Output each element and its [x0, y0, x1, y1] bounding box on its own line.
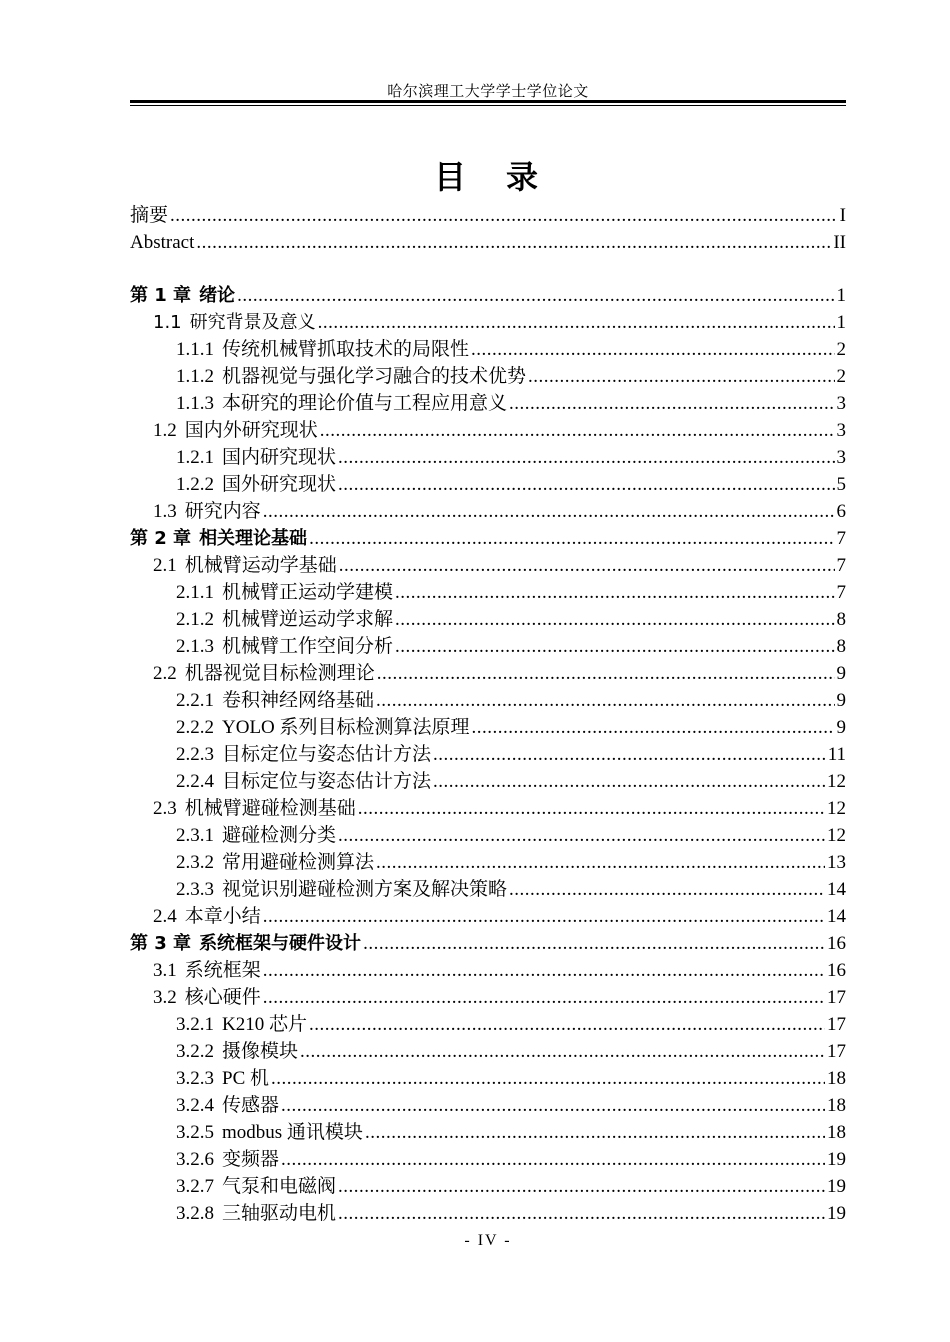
- toc-entry-label: [153, 660, 375, 687]
- toc-entry-page: 12: [827, 798, 846, 819]
- toc-entry-page: 6: [836, 501, 846, 522]
- toc-entry-title: Abstract: [130, 232, 195, 253]
- toc-entry-page: 3: [836, 393, 846, 414]
- toc-entry-label: [153, 903, 261, 930]
- toc-leader-dots: [263, 498, 835, 525]
- toc-leader-dots: [376, 849, 825, 876]
- toc-entry-title: modbus 通讯模块: [222, 1122, 363, 1143]
- toc-entry[interactable]: [130, 795, 846, 822]
- toc-entry-page: 13: [827, 852, 846, 873]
- toc-entry-number: 1.2.2: [176, 474, 214, 495]
- toc-entry-page: 19: [827, 1149, 846, 1170]
- toc-entry-number: 2.1.2: [176, 609, 214, 630]
- toc-leader-dots: [338, 822, 825, 849]
- header-rule-thin: [130, 105, 846, 106]
- toc-leader-dots: [338, 1200, 825, 1227]
- toc-entry-label: [176, 1119, 363, 1146]
- toc-entry-number: 1.1.2: [176, 366, 214, 387]
- toc-entry-page: 16: [827, 933, 846, 954]
- toc-entry[interactable]: [130, 1200, 846, 1227]
- toc-leader-dots: [309, 1011, 825, 1038]
- header-rule-thick: [130, 100, 846, 103]
- toc-entry-title: 机械臂工作空间分析: [222, 636, 394, 657]
- toc-entry[interactable]: [130, 1065, 846, 1092]
- toc-entry-title: PC 机: [222, 1068, 269, 1089]
- toc-leader-dots: [363, 930, 825, 957]
- toc-entry-number: 1.1: [153, 312, 182, 333]
- toc-leader-dots: [237, 282, 834, 309]
- toc-entry-number: 3.2.7: [176, 1176, 214, 1197]
- toc-entry-number: 2.1: [153, 555, 177, 576]
- toc-entry-title: 本章小结: [184, 906, 261, 927]
- toc-entry-page: 7: [836, 555, 846, 576]
- toc-leader-dots: [509, 390, 834, 417]
- toc-entry[interactable]: [130, 552, 846, 579]
- toc-leader-dots: [339, 552, 835, 579]
- toc-leader-dots: [281, 1092, 825, 1119]
- toc-entry-page: 9: [836, 663, 846, 684]
- toc-entry-page: 17: [827, 1014, 846, 1035]
- toc-entry-page: 14: [827, 906, 846, 927]
- toc-leader-dots: [433, 741, 826, 768]
- toc-entry-label: [176, 1200, 336, 1227]
- toc-leader-dots: [395, 606, 834, 633]
- toc-entry-title: 避碰检测分类: [222, 825, 337, 846]
- toc-entry-page: 18: [827, 1068, 846, 1089]
- toc-entry-title: 常用避碰检测算法: [222, 852, 375, 873]
- toc-leader-dots: [320, 417, 835, 444]
- toc-entry-number: 第 1 章: [130, 285, 192, 306]
- toc-leader-dots: [263, 903, 825, 930]
- toc-entry-title: YOLO 系列目标检测算法原理: [222, 717, 470, 738]
- toc-entry-title: 相关理论基础: [199, 528, 308, 549]
- toc-entry-number: 3.2.4: [176, 1095, 214, 1116]
- toc-entry-number: 2.3: [153, 798, 177, 819]
- toc-entry-number: 3.2.2: [176, 1041, 214, 1062]
- toc-entry-title: K210 芯片: [222, 1014, 307, 1035]
- toc-entry-page: 9: [836, 717, 846, 738]
- toc-entry[interactable]: [130, 471, 846, 498]
- toc-entry-page: 17: [827, 987, 846, 1008]
- toc-entry-title: 摘要: [130, 205, 169, 226]
- toc-entry[interactable]: [130, 309, 846, 336]
- toc-entry-label: [176, 1065, 269, 1092]
- toc-entry[interactable]: [130, 903, 846, 930]
- toc-entry-label: [176, 471, 336, 498]
- toc-leader-dots: [376, 687, 834, 714]
- toc-entry-number: 1.2: [153, 420, 177, 441]
- toc-entry-title: 系统框架: [184, 960, 261, 981]
- toc-leader-dots: [196, 229, 831, 256]
- toc-entry-number: 3.2.8: [176, 1203, 214, 1224]
- toc-entry[interactable]: [130, 498, 846, 525]
- toc-leader-dots: [318, 309, 835, 336]
- toc-entry[interactable]: [130, 930, 846, 957]
- toc-entry-page: 12: [827, 825, 846, 846]
- toc-leader-dots: [338, 444, 834, 471]
- toc-entry-page: 1: [836, 285, 846, 306]
- toc-entry-page: 14: [827, 879, 846, 900]
- toc-entry-label: [176, 687, 374, 714]
- toc-entry[interactable]: [130, 984, 846, 1011]
- toc-entry-label: [176, 1011, 307, 1038]
- toc-entry-page: 7: [836, 528, 846, 549]
- toc-entry[interactable]: [130, 1092, 846, 1119]
- toc-entry[interactable]: [130, 229, 846, 256]
- toc-entry-label: [153, 795, 356, 822]
- toc-entry-label: [153, 498, 261, 525]
- toc-entry-label: [130, 930, 361, 957]
- toc-entry-page: 3: [836, 447, 846, 468]
- toc-entry-number: 1.3: [153, 501, 177, 522]
- toc-entry[interactable]: [130, 363, 846, 390]
- toc-entry-title: 系统框架与硬件设计: [199, 933, 362, 954]
- toc-entry-title: 研究背景及意义: [189, 312, 316, 333]
- toc-leader-dots: [377, 660, 835, 687]
- toc-entry-page: 9: [836, 690, 846, 711]
- toc-entry-label: [176, 336, 469, 363]
- toc-entry-page: 2: [836, 366, 846, 387]
- page-number: - IV -: [464, 1232, 512, 1249]
- toc-entry-label: [153, 984, 261, 1011]
- toc-entry[interactable]: [130, 1038, 846, 1065]
- toc-entry-number: 2.4: [153, 906, 177, 927]
- toc-leader-dots: [509, 876, 825, 903]
- toc-entry-label: [176, 1146, 279, 1173]
- toc-entry[interactable]: [130, 1146, 846, 1173]
- toc-entry-title: 传感器: [222, 1095, 280, 1116]
- toc-entry-page: 3: [836, 420, 846, 441]
- toc-entry-title: 国外研究现状: [222, 474, 337, 495]
- toc-entry[interactable]: [130, 282, 846, 309]
- toc-leader-dots: [338, 471, 834, 498]
- toc-entry-page: 19: [827, 1203, 846, 1224]
- toc-entry-label: [176, 714, 470, 741]
- toc-entry-number: 3.1: [153, 960, 177, 981]
- toc-entry-number: 1.1.1: [176, 339, 214, 360]
- toc-entry-label: [153, 552, 337, 579]
- toc-entry-title: 视觉识别避碰检测方案及解决策略: [222, 879, 508, 900]
- toc-entry-number: 第 2 章: [130, 528, 192, 549]
- toc-entry-label: [176, 768, 431, 795]
- toc-entry-label: [176, 444, 336, 471]
- toc-entry-page: 1: [836, 312, 846, 333]
- toc-entry-page: 19: [827, 1176, 846, 1197]
- toc-entry-number: 3.2.3: [176, 1068, 214, 1089]
- toc-entry[interactable]: [130, 822, 846, 849]
- toc-entry-label: [176, 579, 393, 606]
- toc-entry-number: 2.2: [153, 663, 177, 684]
- toc-entry-title: 国内外研究现状: [184, 420, 318, 441]
- toc-leader-dots: [358, 795, 825, 822]
- toc-leader-dots: [170, 202, 838, 229]
- toc-leader-dots: [300, 1038, 825, 1065]
- toc-entry-title: 机器视觉目标检测理论: [184, 663, 375, 684]
- toc-entry-title: 传统机械臂抓取技术的局限性: [222, 339, 470, 360]
- toc-entry-title: 摄像模块: [222, 1041, 299, 1062]
- toc-entry-title: 国内研究现状: [222, 447, 337, 468]
- toc-entry-label: [153, 309, 316, 336]
- toc-entry-number: 3.2.1: [176, 1014, 214, 1035]
- toc-entry-label: [130, 229, 194, 256]
- toc-entry-number: 2.2.2: [176, 717, 214, 738]
- toc-entry-number: 2.2.3: [176, 744, 214, 765]
- toc-entry-number: 第 3 章: [130, 933, 192, 954]
- toc-entry-title: 目标定位与姿态估计方法: [222, 771, 432, 792]
- toc-entry[interactable]: [130, 606, 846, 633]
- toc-entry-label: [176, 849, 374, 876]
- toc-leader-dots: [281, 1146, 825, 1173]
- toc-leader-dots: [338, 1173, 825, 1200]
- toc-leader-dots: [472, 714, 835, 741]
- toc-entry[interactable]: [130, 336, 846, 363]
- toc-entry-title: 本研究的理论价值与工程应用意义: [222, 393, 508, 414]
- toc-entry[interactable]: [130, 714, 846, 741]
- toc-entry-number: 2.3.2: [176, 852, 214, 873]
- toc-entry-label: [176, 363, 526, 390]
- toc-entry-page: II: [833, 232, 846, 253]
- toc-entry-title: 机械臂运动学基础: [184, 555, 337, 576]
- toc-entry-label: [130, 202, 168, 229]
- toc-entry-label: [176, 633, 393, 660]
- toc-entry-page: 18: [827, 1122, 846, 1143]
- toc-entry-title: 核心硬件: [184, 987, 261, 1008]
- toc-entry-title: 气泵和电磁阀: [222, 1176, 337, 1197]
- toc-entry-page: 8: [836, 609, 846, 630]
- toc-entry[interactable]: [130, 390, 846, 417]
- toc-entry-title: 机械臂逆运动学求解: [222, 609, 394, 630]
- toc-entry[interactable]: [130, 525, 846, 552]
- toc-entry-number: 2.3.3: [176, 879, 214, 900]
- toc-entry[interactable]: [130, 579, 846, 606]
- toc-entry[interactable]: [130, 687, 846, 714]
- toc-entry-page: 8: [836, 636, 846, 657]
- toc-entry-title: 机械臂正运动学建模: [222, 582, 394, 603]
- toc-leader-dots: [471, 336, 834, 363]
- toc-entry[interactable]: [130, 660, 846, 687]
- toc-entry-label: [176, 390, 507, 417]
- toc-entry[interactable]: [130, 1119, 846, 1146]
- toc-entry-label: [153, 957, 261, 984]
- toc-entry-label: [130, 282, 235, 309]
- toc-leader-dots: [528, 363, 834, 390]
- toc-entry-number: 2.2.4: [176, 771, 214, 792]
- running-header: 哈尔滨理工大学学士学位论文: [387, 84, 589, 100]
- toc-entry[interactable]: [130, 876, 846, 903]
- toc-entry-number: 1.2.1: [176, 447, 214, 468]
- toc-entry-number: 2.2.1: [176, 690, 214, 711]
- toc-entry-page: 17: [827, 1041, 846, 1062]
- toc-entry-label: [176, 1173, 336, 1200]
- toc-entry-number: 3.2.6: [176, 1149, 214, 1170]
- toc-entry-title: 绪论: [199, 285, 236, 306]
- toc-leader-dots: [433, 768, 825, 795]
- toc-entry-title: 机械臂避碰检测基础: [184, 798, 356, 819]
- toc-entry-label: [176, 876, 507, 903]
- toc-entry-title: 卷积神经网络基础: [222, 690, 375, 711]
- table-of-contents: [130, 202, 846, 1227]
- toc-leader-dots: [263, 984, 825, 1011]
- toc-entry[interactable]: [130, 768, 846, 795]
- toc-entry-number: 3.2.5: [176, 1122, 214, 1143]
- toc-entry-number: 1.1.3: [176, 393, 214, 414]
- toc-entry[interactable]: [130, 444, 846, 471]
- toc-entry-label: [176, 1038, 298, 1065]
- toc-entry-label: [153, 417, 318, 444]
- toc-entry-number: 3.2: [153, 987, 177, 1008]
- toc-entry-page: 18: [827, 1095, 846, 1116]
- toc-entry[interactable]: [130, 417, 846, 444]
- toc-leader-dots: [395, 579, 834, 606]
- toc-leader-dots: [309, 525, 834, 552]
- toc-title: 目 录: [433, 158, 542, 196]
- toc-entry[interactable]: [130, 202, 846, 229]
- toc-entry-number: 2.1.1: [176, 582, 214, 603]
- toc-entry-page: 11: [827, 744, 846, 765]
- toc-entry-page: 2: [836, 339, 846, 360]
- toc-entry-title: 变频器: [222, 1149, 280, 1170]
- toc-entry-label: [176, 822, 336, 849]
- toc-entry-label: [176, 741, 431, 768]
- toc-entry-page: I: [839, 205, 846, 226]
- toc-entry-page: 7: [836, 582, 846, 603]
- toc-entry-page: 12: [827, 771, 846, 792]
- toc-entry-number: 2.1.3: [176, 636, 214, 657]
- toc-entry-title: 研究内容: [184, 501, 261, 522]
- toc-leader-dots: [271, 1065, 825, 1092]
- toc-entry[interactable]: [130, 1011, 846, 1038]
- toc-entry-page: 16: [827, 960, 846, 981]
- toc-entry[interactable]: [130, 633, 846, 660]
- toc-leader-dots: [365, 1119, 825, 1146]
- toc-entry-title: 三轴驱动电机: [222, 1203, 337, 1224]
- toc-entry-title: 目标定位与姿态估计方法: [222, 744, 432, 765]
- toc-leader-dots: [263, 957, 825, 984]
- toc-entry-label: [176, 1092, 279, 1119]
- toc-entry[interactable]: [130, 849, 846, 876]
- toc-entry[interactable]: [130, 1173, 846, 1200]
- toc-entry-title: 机器视觉与强化学习融合的技术优势: [222, 366, 527, 387]
- toc-entry-label: [130, 525, 307, 552]
- toc-entry[interactable]: [130, 957, 846, 984]
- toc-leader-dots: [395, 633, 834, 660]
- toc-entry-number: 2.3.1: [176, 825, 214, 846]
- toc-entry-page: 5: [836, 474, 846, 495]
- toc-entry[interactable]: [130, 741, 846, 768]
- toc-entry-label: [176, 606, 393, 633]
